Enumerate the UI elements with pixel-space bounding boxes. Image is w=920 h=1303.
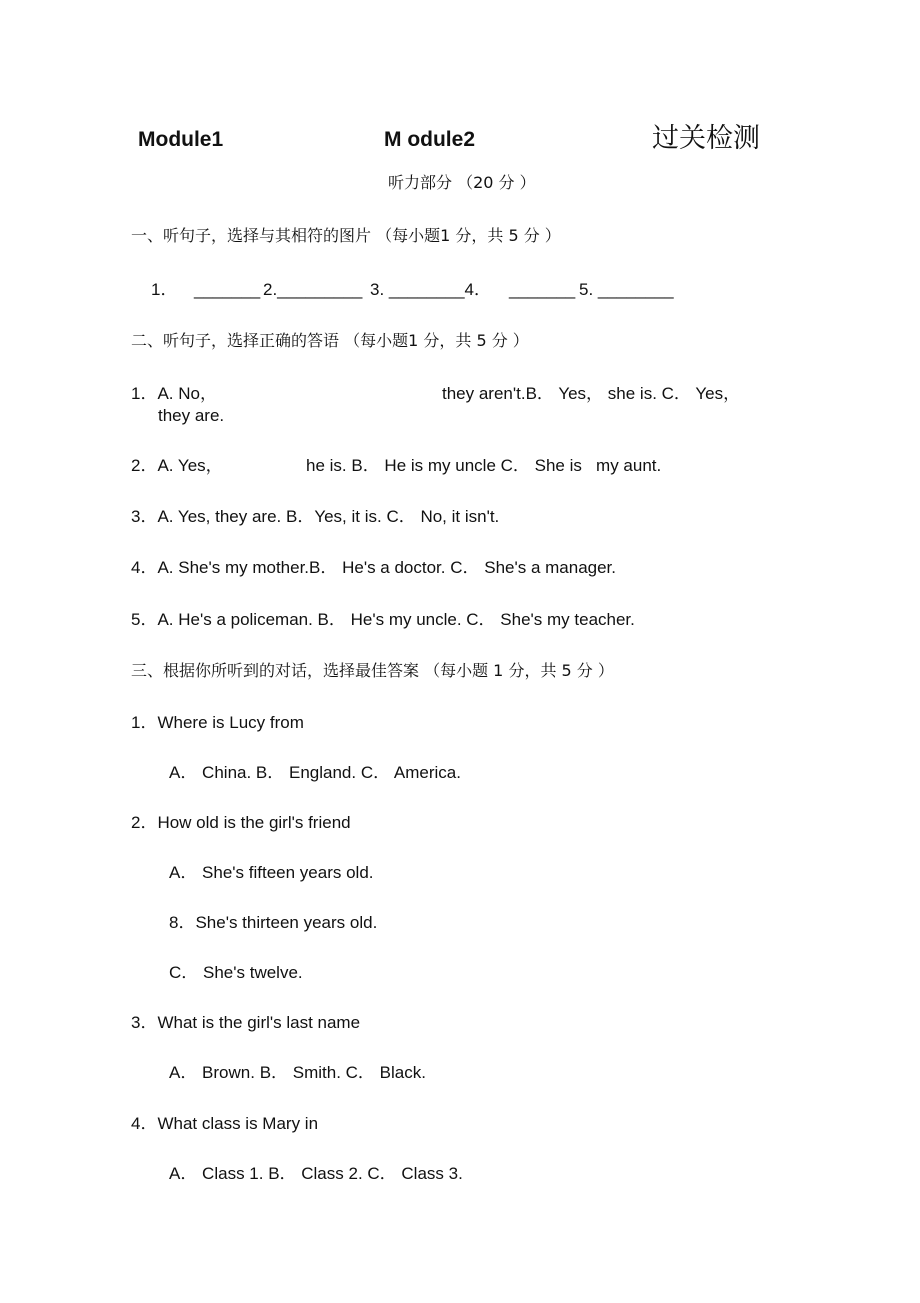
section3-question-2-option-c: C． She's twelve.	[169, 963, 303, 982]
question-options-continued: they are.	[158, 406, 225, 425]
section3-question-3: 3．What is the girl's last name	[131, 1013, 361, 1032]
section2-question-3: 3．A. Yes, they are. B．Yes, it is. C． No, it isn't.	[131, 507, 500, 526]
section3-heading: 三、根据你所听到的对话，选择最佳答案 （每小题 1 分，共 5 分 ）	[131, 661, 614, 680]
section3-question-2-option-b: 8．She's thirteen years old.	[169, 913, 378, 932]
section3-question-1: 1．Where is Lucy from	[131, 713, 304, 732]
title-module1: Module1	[138, 128, 224, 151]
section3-question-4-options: A． Class 1. B． Class 2. C． Class 3.	[169, 1164, 463, 1183]
blank-4-line: _______	[509, 280, 576, 299]
question-options: he is. B． He is my uncle C． She is my aunt.	[306, 456, 662, 475]
section3-question-1-options: A． China. B． England. C． America.	[169, 763, 461, 782]
section3-question-3-options: A． Brown. B． Smith. C． Black.	[169, 1063, 426, 1082]
section3-question-2-option-a: A． She's fifteen years old.	[169, 863, 374, 882]
question-number: 2．A. Yes，	[131, 456, 223, 475]
section3-question-4: 4．What class is Mary in	[131, 1114, 319, 1133]
title-module2: M odule2	[384, 128, 476, 151]
title-suffix: 过关检测	[652, 123, 760, 154]
question-options: they aren't.B． Yes， she is. C． Yes，	[442, 384, 741, 403]
blank-5: 5. ________	[579, 280, 674, 299]
section2-question-4: 4．A. She's my mother.B． He's a doctor. C． She's a manager.	[131, 558, 617, 577]
blank-3-4: 3. ________4．	[370, 280, 491, 299]
section3-question-2: 2．How old is the girl's friend	[131, 813, 351, 832]
blank-1-label: 1．	[151, 280, 178, 299]
section2-heading: 二、听句子，选择正确的答语 （每小题1 分，共 5 分 ）	[131, 331, 529, 350]
blank-1-line: _______	[194, 280, 261, 299]
question-number: 1．A. No，	[131, 384, 217, 403]
section1-heading: 一、听句子，选择与其相符的图片 （每小题1 分，共 5 分 ）	[131, 226, 561, 245]
subtitle: 听力部分 （20 分 ）	[388, 173, 536, 192]
section2-question-5: 5．A. He's a policeman. B． He's my uncle. C． She's my teacher.	[131, 610, 635, 629]
blank-2: 2._________	[263, 280, 363, 299]
